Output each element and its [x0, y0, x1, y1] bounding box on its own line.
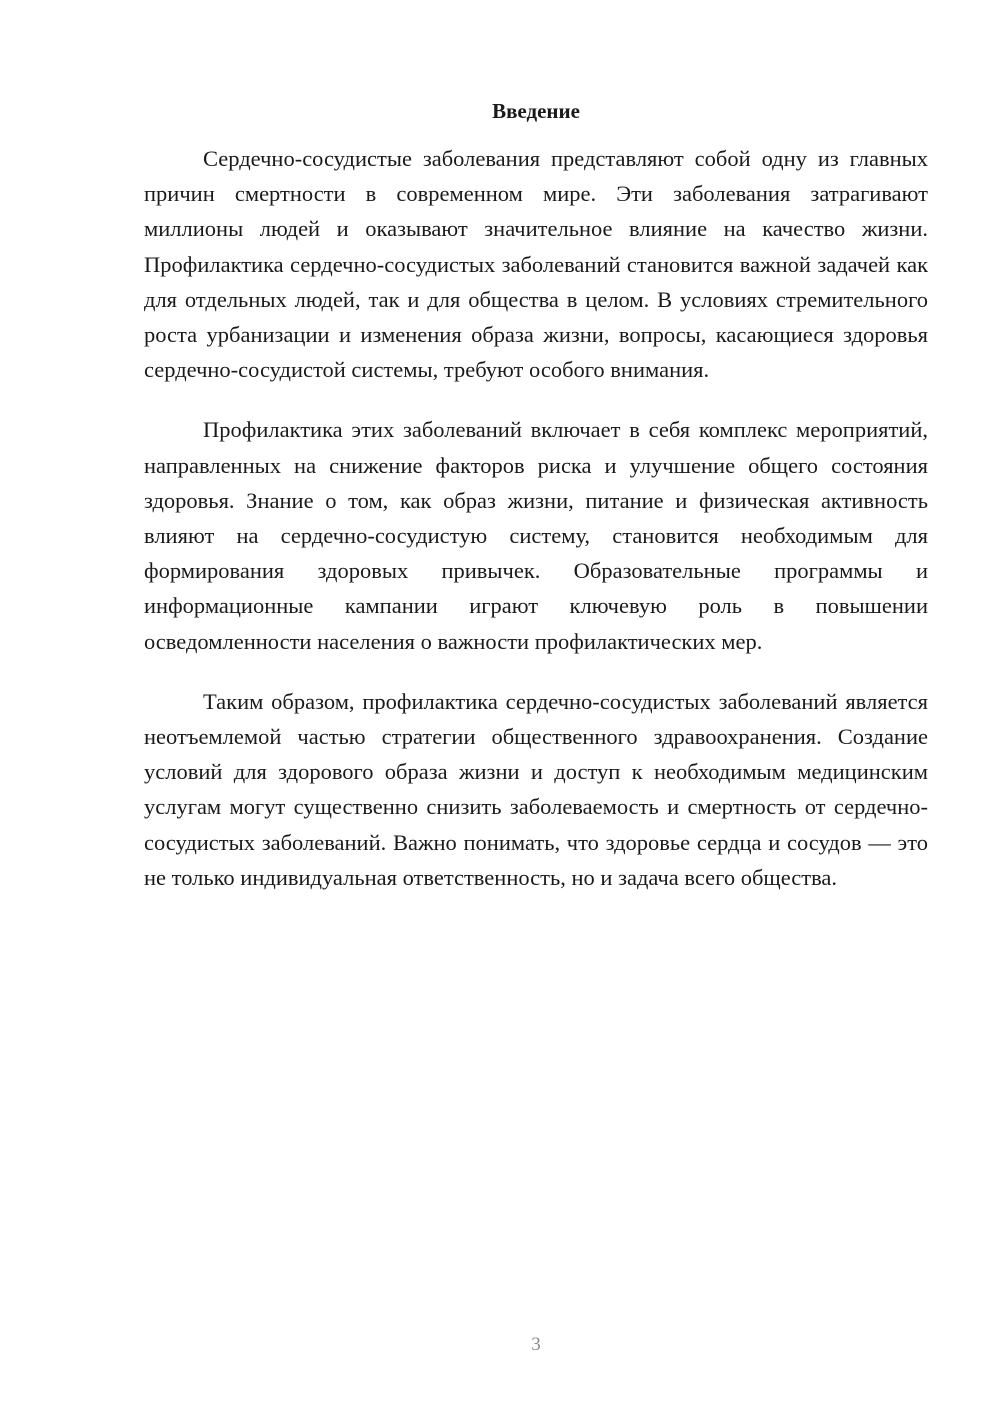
section-title: Введение [492, 99, 580, 123]
page-content [144, 95, 928, 895]
page-number: 3 [531, 1334, 541, 1355]
paragraph-2: Профилактика этих заболеваний включает в себя комплекс мероприятий, направленных на снижение факторов риска и улучшение общего состояния здоровья. Знание о том, как образ жизни, питание и физическая активность влияют на сердечно-сосудистую систему, становится необходимым для формирования здоровых привычек. Образовательные программы и информационные кампании играют ключевую роль в повышении осведомленности населения о важности профилактических мер. [144, 417, 928, 654]
paragraph-1: Сердечно-сосудистые заболевания представляют собой одну из главных причин смертности в современном мире. Эти заболевания затрагивают миллионы людей и оказывают значительное влияние на качество жизни. Профилактика сердечно-сосудистых заболеваний становится важной задачей как для отдельных людей, так и для общества в целом. В условиях стремительного роста урбанизации и изменения образа жизни, вопросы, касающиеся здоровья сердечно-сосудистой системы, требуют особого внимания. [144, 146, 928, 383]
paragraph-3: Таким образом, профилактика сердечно-сосудистых заболеваний является неотъемлемой частью стратегии общественного здравоохранения. Создание условий для здорового образа жизни и доступ к необходимым медицинским услугам могут существенно снизить заболеваемость и смертность от сердечно-сосудистых заболеваний. Важно понимать, что здоровье сердца и сосудов — это не только индивидуальная ответственность, но и задача всего общества. [144, 688, 928, 890]
